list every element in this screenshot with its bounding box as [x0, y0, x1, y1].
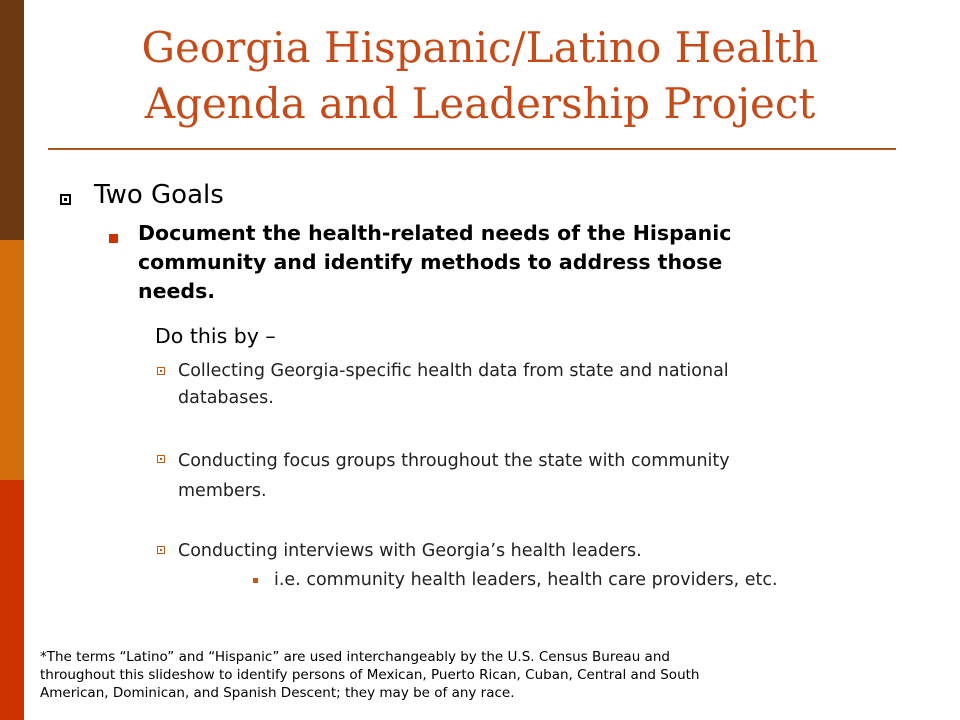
footnote	[40, 648, 920, 702]
method-sub-item: i.e. community health leaders, health care providers, etc.	[274, 570, 778, 590]
accent-stripe-top	[0, 0, 24, 240]
square-bullet-icon	[60, 194, 71, 205]
small-square-bullet-icon	[157, 546, 165, 554]
slide-title	[40, 20, 920, 132]
do-this-by-label: Do this by –	[155, 324, 276, 348]
footnote-line: *The terms “Latino” and “Hispanic” are used interchangeably by the U.S. Census Bureau and	[40, 649, 670, 665]
method-line: members.	[178, 481, 267, 501]
method-line: Collecting Georgia-specific health data from state and national	[178, 361, 729, 381]
method-item	[178, 358, 918, 412]
method-line: Conducting interviews with Georgia’s health leaders.	[178, 541, 642, 561]
slide-title-line-1: Georgia Hispanic/Latino Health	[141, 23, 819, 72]
small-square-bullet-icon	[157, 455, 165, 463]
title-divider	[48, 148, 896, 150]
accent-stripe-middle	[0, 240, 24, 480]
method-line: databases.	[178, 388, 274, 408]
goal-one-line: community and identify methods to address those	[138, 250, 723, 274]
filled-square-bullet-icon	[109, 234, 118, 243]
accent-stripe-bottom	[0, 480, 24, 720]
slide-title-line-2: Agenda and Leadership Project	[144, 79, 816, 128]
method-line: Conducting focus groups throughout the state with community	[178, 451, 730, 471]
tiny-square-bullet-icon	[253, 578, 258, 583]
goal-one-line: needs.	[138, 279, 216, 303]
method-item	[178, 538, 918, 565]
footnote-line: American, Dominican, and Spanish Descent; they may be of any race.	[40, 685, 515, 701]
method-item	[178, 446, 918, 506]
footnote-line: throughout this slideshow to identify persons of Mexican, Puerto Rican, Cuban, Central and South	[40, 667, 700, 683]
goals-heading: Two Goals	[94, 180, 224, 210]
small-square-bullet-icon	[157, 367, 165, 375]
goal-one-text	[138, 219, 918, 306]
goal-one-line: Document the health-related needs of the Hispanic	[138, 221, 732, 245]
